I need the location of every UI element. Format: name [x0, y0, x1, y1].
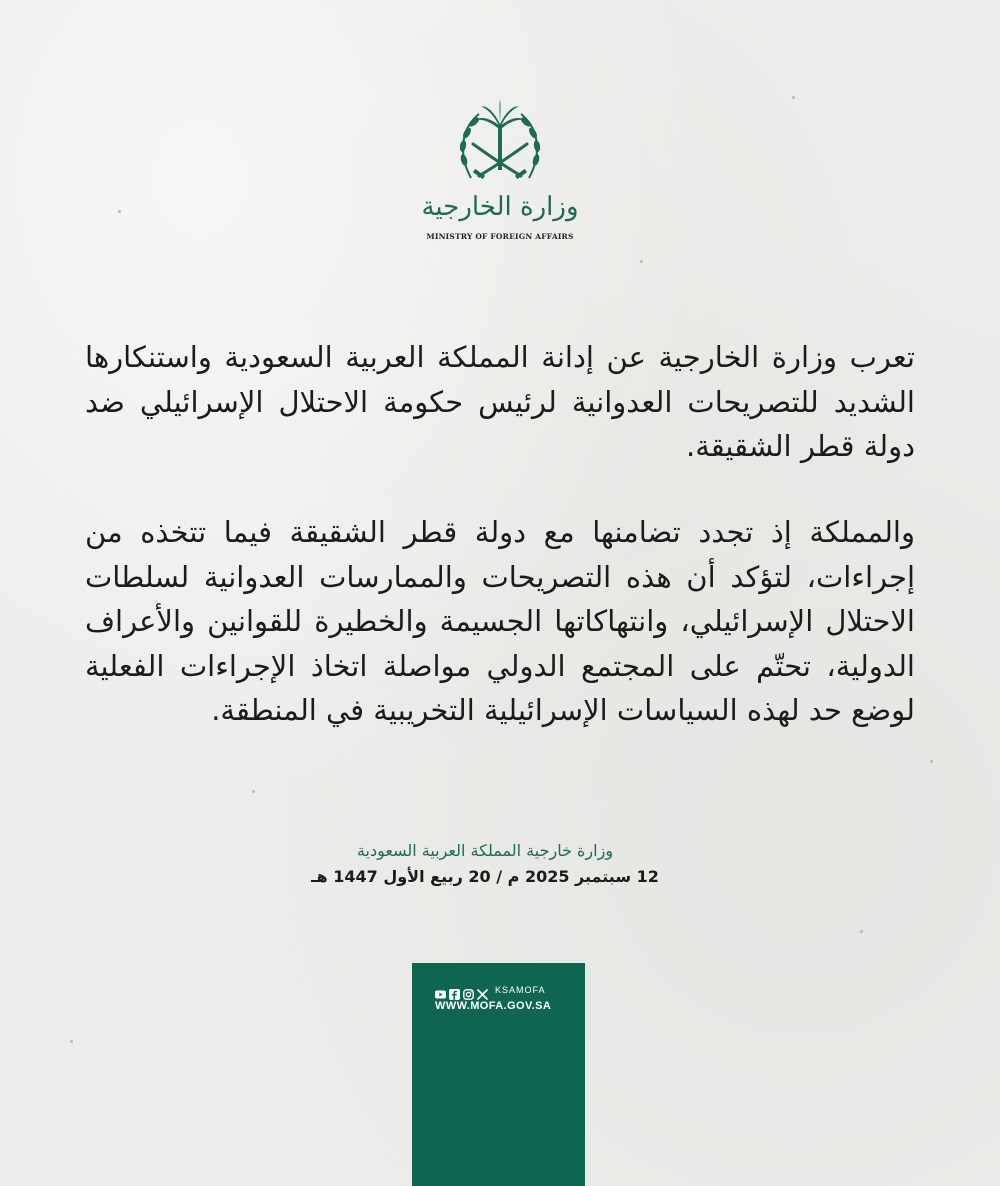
instagram-icon[interactable]: [463, 985, 474, 996]
signature-block: [310, 838, 660, 890]
ministry-logo: [420, 100, 580, 250]
paper-speck: [930, 760, 933, 763]
statement-paragraph-2: والمملكة إذ تجدد تضامنها مع دولة قطر الشقيقة فيما تتخذه من إجراءات، لتؤكد أن هذه التصريحات والممارسات العدوانية لسلطات الاحتلال الإسرائيلي، وانتهاكاتها الجسيمة والخطيرة للقوانين والأعراف الدولية، تحتّم على المجتمع الدولي مواصلة اتخاذ الإجراءات الفعلية لوضع حد لهذه السياسات الإسرائيلية التخريبية في المنطقة.: [85, 515, 915, 727]
paper-speck: [640, 260, 643, 263]
issuer-name: وزارة خارجية المملكة العربية السعودية: [356, 841, 614, 860]
statement-paragraph-1: تعرب وزارة الخارجية عن إدانة المملكة العربية السعودية واستنكارها الشديد للتصريحات العدوانية لرئيس حكومة الاحتلال الإسرائيلي ضد دولة قطر الشقيقة.: [85, 340, 915, 463]
ministry-arabic-wordmark: وزارة الخارجية: [421, 192, 579, 222]
social-links-row: [435, 983, 546, 997]
paper-speck: [252, 790, 255, 793]
facebook-icon[interactable]: [449, 985, 460, 996]
youtube-icon[interactable]: [435, 985, 446, 996]
palm-and-crossed-swords-emblem-icon: [455, 100, 545, 192]
paper-speck: [792, 96, 795, 99]
website-link[interactable]: WWW.MOFA.GOV.SA: [435, 1000, 552, 1012]
social-handle[interactable]: KSAMOFA: [495, 985, 546, 995]
paper-speck: [860, 930, 863, 933]
x-icon[interactable]: [477, 985, 488, 996]
statement-date: 12 سبتمبر 2025 م / 20 ربيع الأول 1447 هـ: [311, 867, 659, 886]
footer-panel: [412, 963, 585, 1186]
ministry-english-wordmark: MINISTRY OF FOREIGN AFFAIRS: [426, 232, 574, 241]
paper-speck: [118, 210, 121, 213]
paper-speck: [70, 1040, 73, 1043]
